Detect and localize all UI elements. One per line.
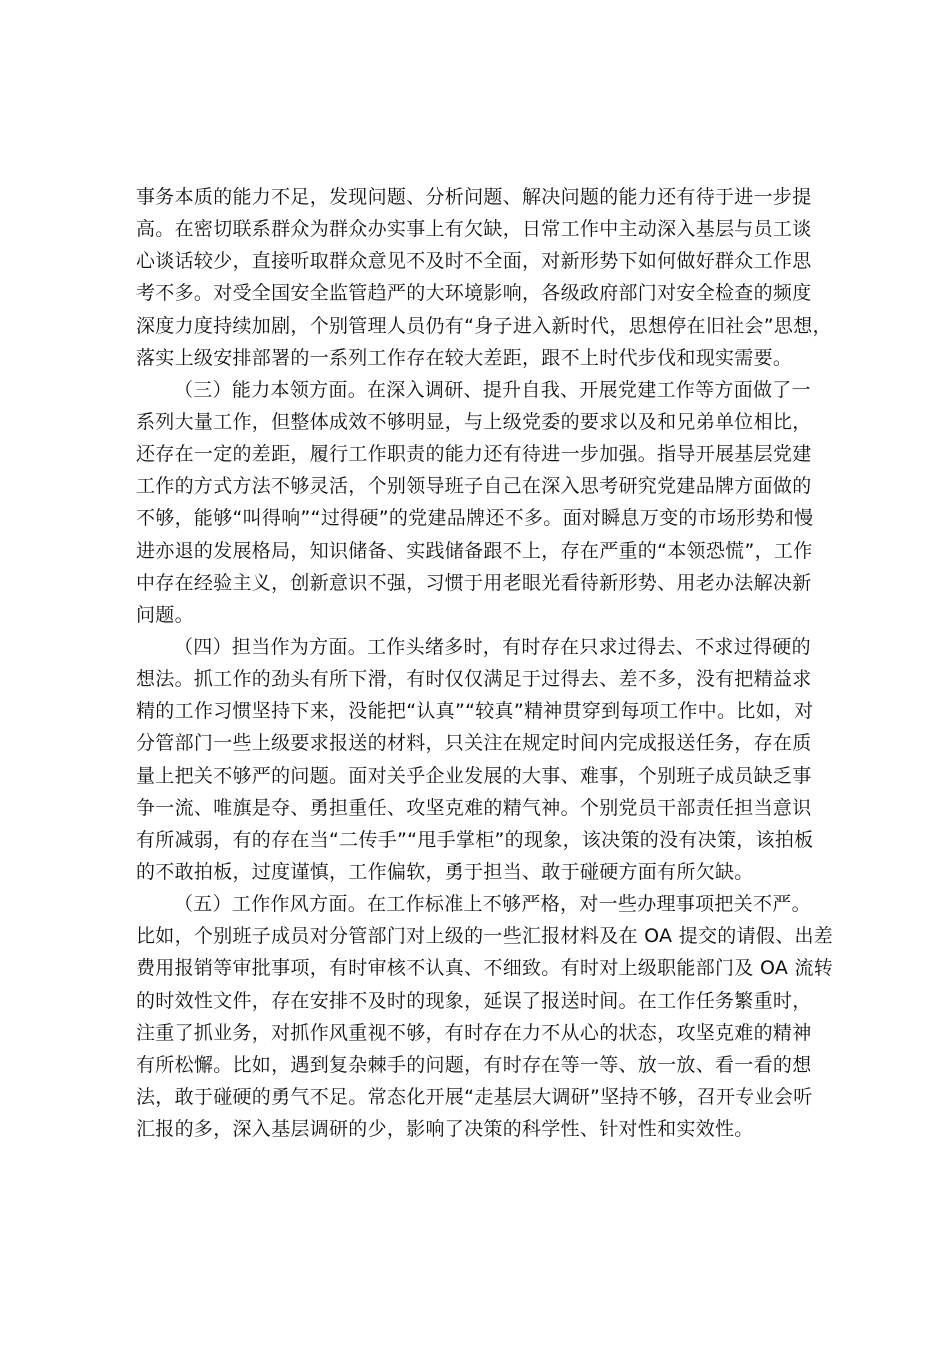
section-heading-line: （三）能力本领方面。在深入调研、提升自我、开展党建工作等方面做了一	[174, 378, 811, 401]
text-line: 高。在密切联系群众为群众办实事上有欠缺，日常工作中主动深入基层与员工谈	[136, 218, 812, 241]
text-line: 有所松懈。比如，遇到复杂棘手的问题，有时存在等一等、放一放、看一看的想	[136, 1053, 812, 1076]
text-line: 精的工作习惯坚持下来，没能把“认真”“较真”精神贯穿到每项工作中。比如，对	[136, 700, 814, 723]
text-line: 的时效性文件，存在安排不及时的现象，延误了报送时间。在工作任务繁重时，	[136, 989, 812, 1012]
text-line: 考不多。对受全国安全监管趋严的大环境影响，各级政府部门对安全检查的频度	[136, 282, 812, 305]
section-heading-line: （五）工作作风方面。在工作标准上不够严格，对一些办理事项把关不严。	[174, 893, 811, 916]
text-line: 注重了抓业务，对抓作风重视不够，有时存在力不从心的状态，攻坚克难的精神	[136, 1021, 812, 1044]
text-line: 的不敢拍板，过度谨慎，工作偏软，勇于担当、敢于碰硬方面有所欠缺。	[136, 860, 754, 883]
text-line: 比如，个别班子成员对分管部门对上级的一些汇报材料及在 OA 提交的请假、出差	[136, 925, 834, 948]
text-line: 心谈话较少，直接听取群众意见不及时不全面，对新形势下如何做好群众工作思	[136, 250, 812, 273]
text-line: 量上把关不够严的问题。面对关乎企业发展的大事、难事，个别班子成员缺乏事	[136, 764, 812, 787]
text-line: 落实上级安排部署的一系列工作存在较大差距，跟不上时代步伐和现实需要。	[136, 346, 793, 369]
text-line: 分管部门一些上级要求报送的材料，只关注在规定时间内完成报送任务，存在质	[136, 732, 812, 755]
text-line: 事务本质的能力不足，发现问题、分析问题、解决问题的能力还有待于进一步提	[136, 186, 812, 208]
body-text	[136, 181, 836, 1145]
text-line: 还存在一定的差距，履行工作职责的能力还有待进一步加强。指导开展基层党建	[136, 443, 812, 466]
text-line: 费用报销等审批事项，有时审核不认真、不细致。有时对上级职能部门及 OA 流转	[136, 957, 834, 980]
text-line: 不够，能够“叫得响”“过得硬”的党建品牌还不多。面对瞬息万变的市场形势和慢	[136, 507, 814, 530]
text-line: 深度力度持续加剧，个别管理人员仍有“身子进入新时代，思想停在旧社会”思想，	[136, 314, 832, 337]
text-line: 争一流、唯旗是夺、勇担重任、攻坚克难的精气神。个别党员干部责任担当意识	[136, 796, 812, 819]
text-line: 中存在经验主义，创新意识不强，习惯于用老眼光看待新形势、用老办法解决新	[136, 571, 812, 594]
text-line: 汇报的多，深入基层调研的少，影响了决策的科学性、针对性和实效性。	[136, 1118, 754, 1141]
text-line: 想法。抓工作的劲头有所下滑，有时仅仅满足于过得去、差不多，没有把精益求	[136, 668, 812, 691]
text-line: 问题。	[136, 603, 194, 626]
text-line: 进亦退的发展格局，知识储备、实践储备跟不上，存在严重的“本领恐慌”，工作	[136, 539, 813, 562]
text-line: 工作的方式方法不够灵活，个别领导班子自己在深入思考研究党建品牌方面做的	[136, 475, 812, 498]
text-line: 有所减弱，有的存在当“二传手”“甩手掌柜”的现象，该决策的没有决策，该拍板	[136, 828, 814, 851]
section-heading-line: （四）担当作为方面。工作头绪多时，有时存在只求过得去、不求过得硬的	[174, 635, 811, 658]
text-line: 系列大量工作，但整体成效不够明显，与上级党委的要求以及和兄弟单位相比，	[136, 410, 812, 433]
text-line: 法，敢于碰硬的勇气不足。常态化开展“走基层大调研”坚持不够，召开专业会听	[136, 1085, 813, 1108]
